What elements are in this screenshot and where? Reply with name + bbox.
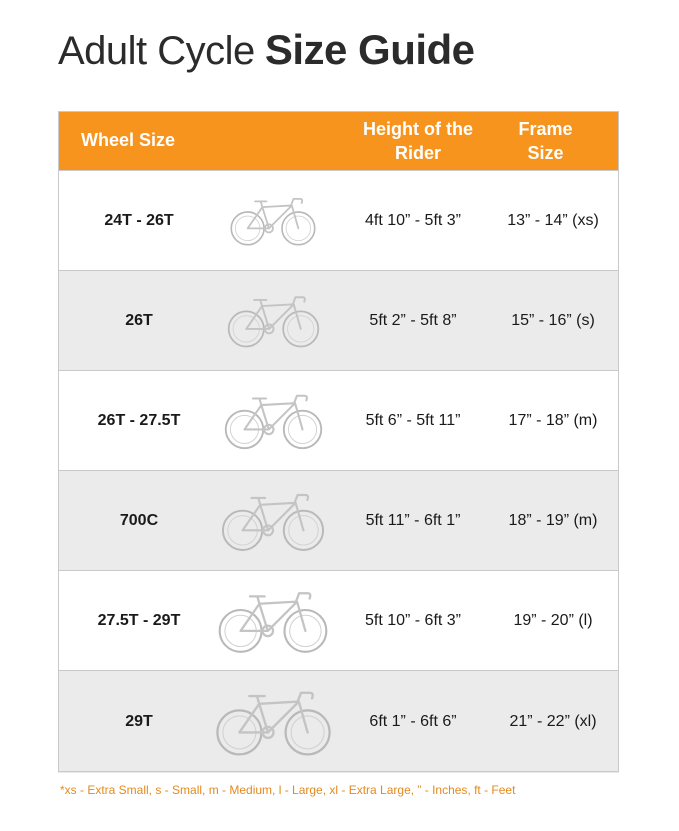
frame-size-cell: 19” - 20” (l) xyxy=(513,612,593,629)
bicycle-icon xyxy=(208,471,338,571)
frame-size-cell: 13” - 14” (xs) xyxy=(507,212,599,229)
wheel-size-cell: 26T xyxy=(125,312,153,329)
header-frame-size xyxy=(478,117,613,165)
header-wheel-size: Wheel Size xyxy=(80,130,176,150)
frame-size-cell: 18” - 19” (m) xyxy=(508,512,598,529)
wheel-size-cell: 700C xyxy=(119,512,159,529)
header-frame-size-line2: Size xyxy=(527,143,564,163)
header-rider-height xyxy=(338,117,498,165)
rider-height-cell: 5ft 6” - 5ft 11” xyxy=(365,412,461,429)
wheel-size-cell: 27.5T - 29T xyxy=(97,612,181,629)
header-frame-size-line1: Frame xyxy=(518,119,573,139)
header-rider-height-line1: Height of the xyxy=(363,119,473,139)
frame-size-cell: 17” - 18” (m) xyxy=(508,412,598,429)
rider-height-cell: 6ft 1” - 6ft 6” xyxy=(369,713,457,730)
bicycle-icon xyxy=(208,271,338,371)
rider-height-cell: 4ft 10” - 5ft 3” xyxy=(364,212,462,229)
table-row xyxy=(58,670,619,773)
table-header xyxy=(58,111,619,170)
table-row xyxy=(58,470,619,571)
page-title xyxy=(58,26,475,82)
frame-size-cell: 21” - 22” (xl) xyxy=(509,713,597,730)
title-bold: Size Guide xyxy=(264,26,475,73)
size-footnote: *xs - Extra Small, s - Small, m - Medium, l - Large, xl - Extra Large, ” - Inches, ft - Feet xyxy=(60,783,516,797)
bicycle-icon xyxy=(208,571,338,671)
table-row xyxy=(58,170,619,271)
table-row xyxy=(58,370,619,471)
rider-height-cell: 5ft 10” - 6ft 3” xyxy=(364,612,462,629)
bicycle-icon xyxy=(208,671,338,773)
table-row xyxy=(58,270,619,371)
wheel-size-cell: 24T - 26T xyxy=(104,212,174,229)
wheel-size-cell: 29T xyxy=(125,713,153,730)
size-guide-table xyxy=(58,111,619,772)
bicycle-icon xyxy=(208,371,338,471)
rider-height-cell: 5ft 2” - 5ft 8” xyxy=(369,312,457,329)
title-light: Adult Cycle xyxy=(58,29,255,73)
header-rider-height-line2: Rider xyxy=(394,143,441,163)
rider-height-cell: 5ft 11” - 6ft 1” xyxy=(365,512,461,529)
table-row xyxy=(58,570,619,671)
frame-size-cell: 15” - 16” (s) xyxy=(511,312,595,329)
wheel-size-cell: 26T - 27.5T xyxy=(97,412,181,429)
bicycle-icon xyxy=(208,171,338,271)
